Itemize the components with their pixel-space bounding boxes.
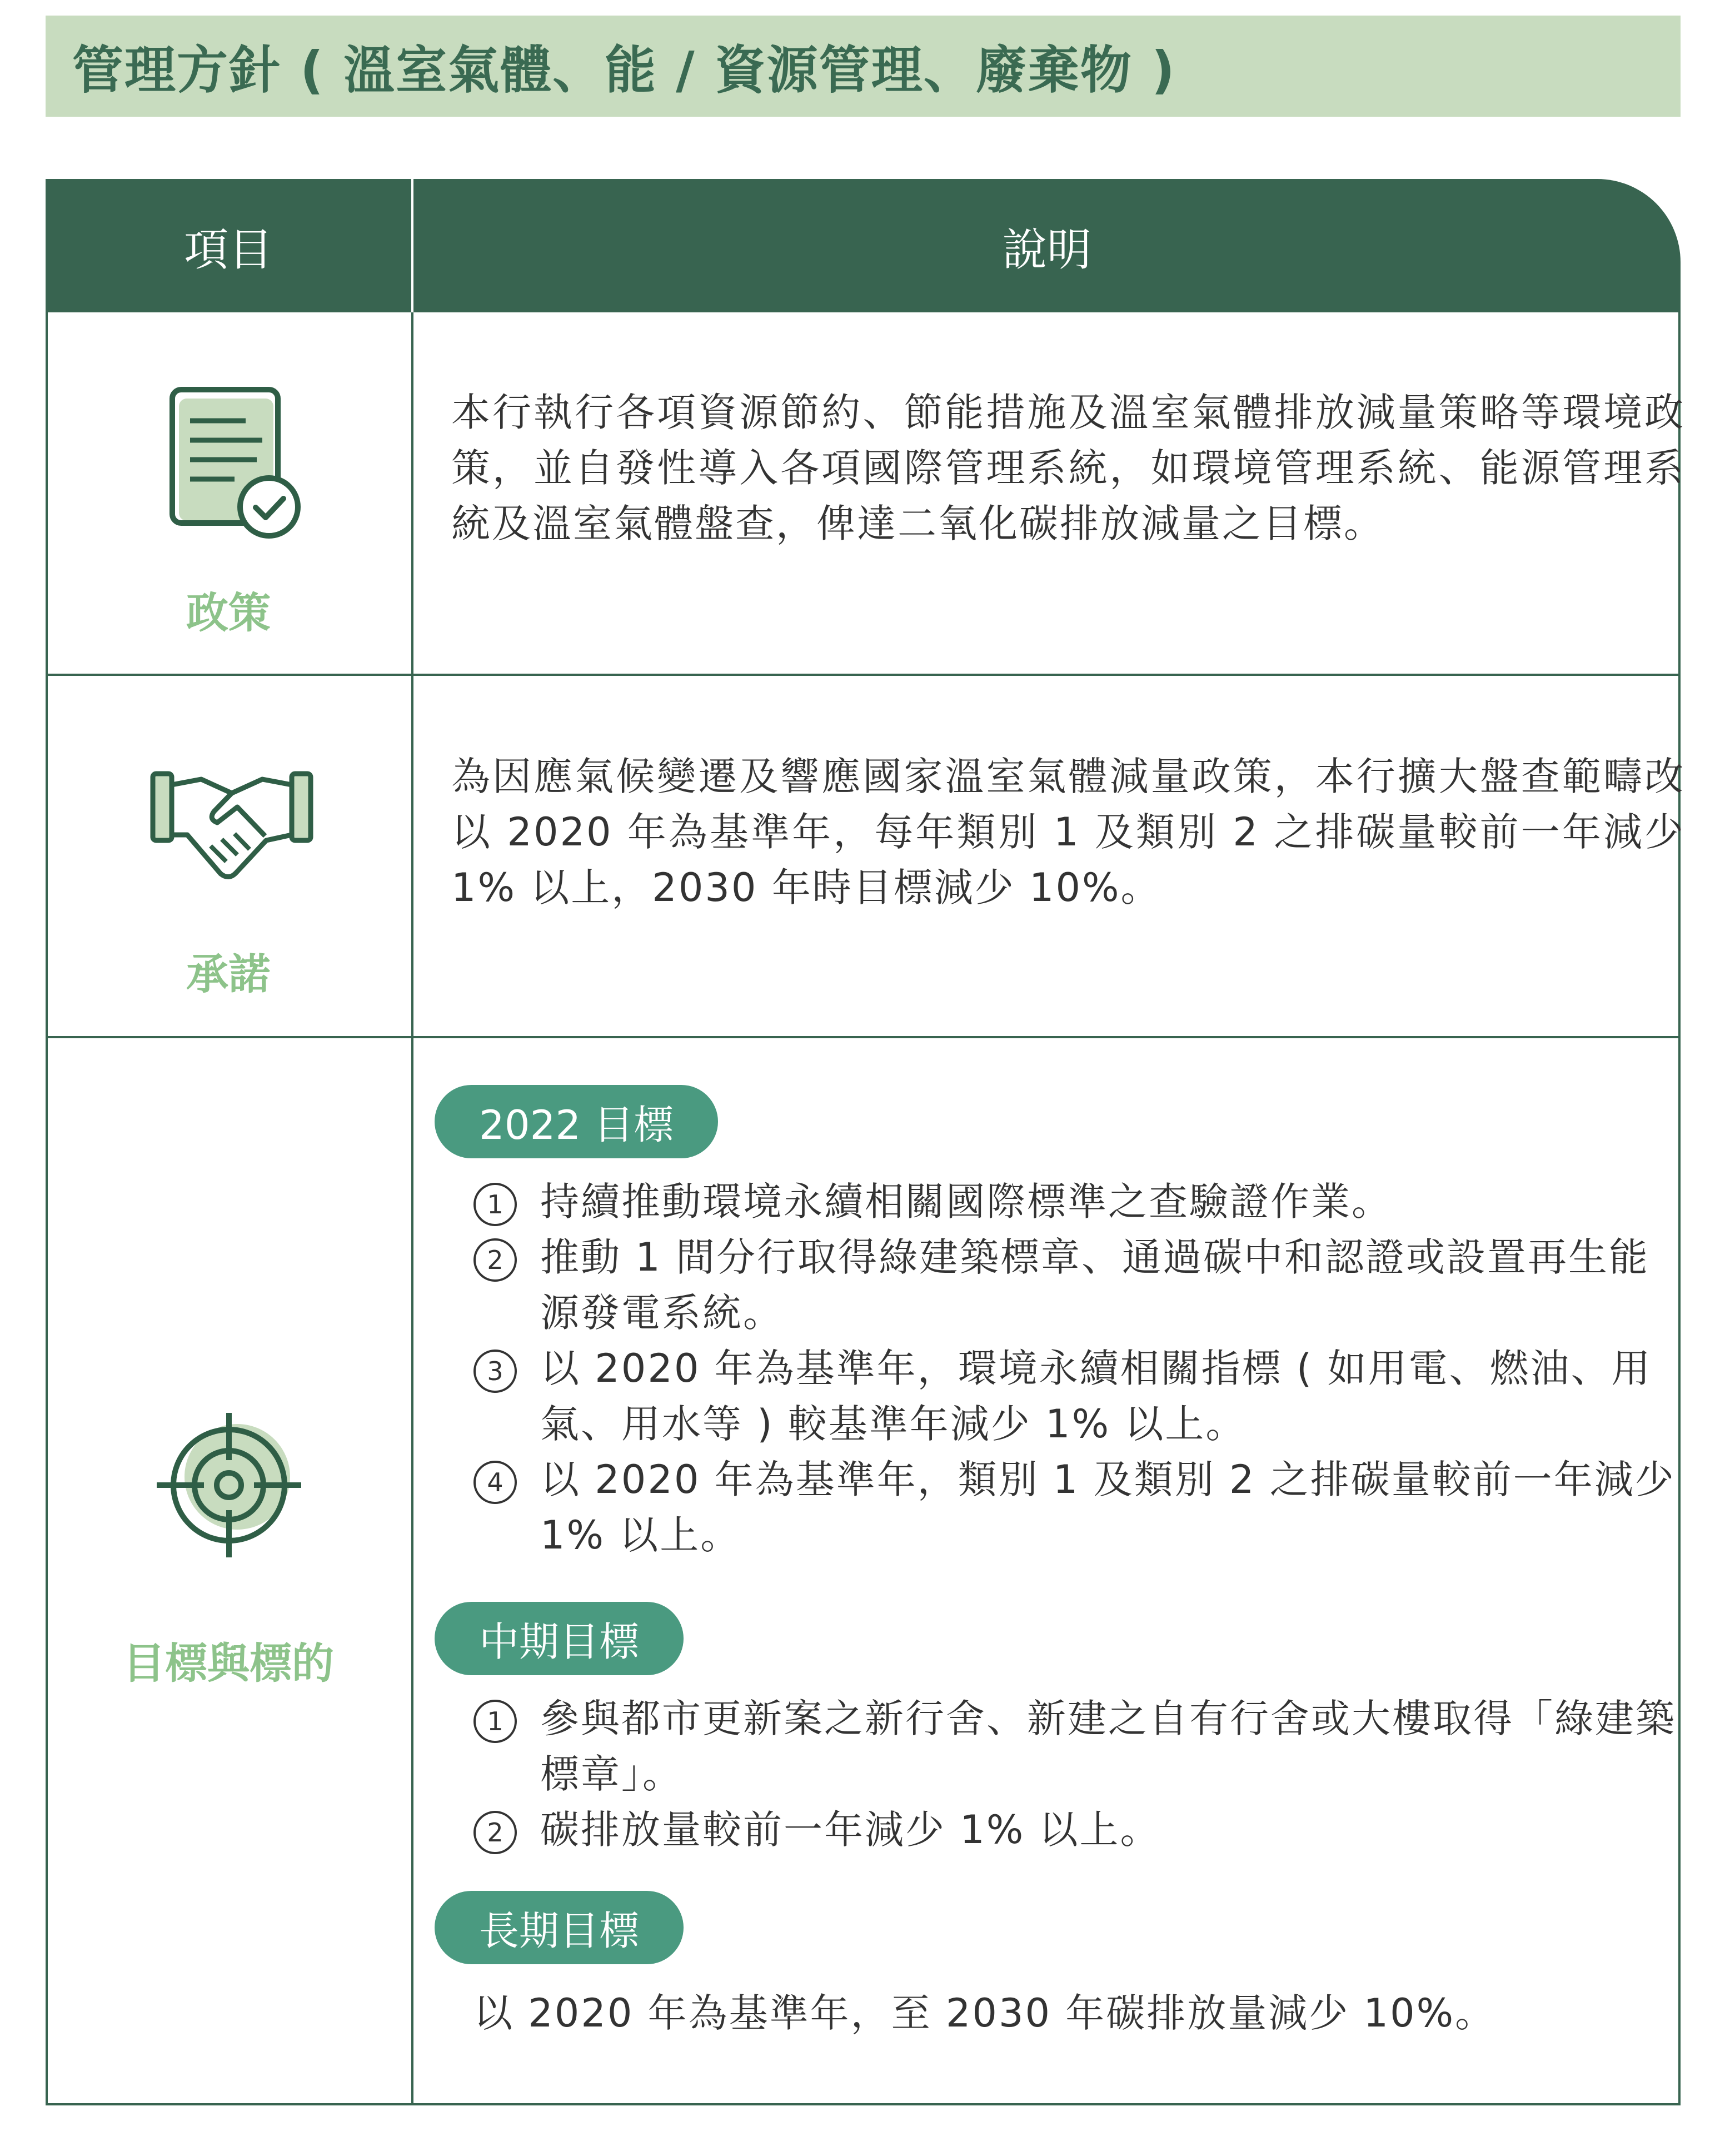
page-title-bar <box>46 16 1681 117</box>
commitment-description: 為因應氣候變遷及響應國家溫室氣體減量政策，本行擴大盤查範疇改以 2020 年為基準年，每年類別 1 及類別 2 之排碳量較前一年減少 1% 以上，2030 年時目標減少 10%。 <box>451 754 1685 910</box>
list-item: 3 以 2020 年為基準年，環境永續相關指標 ( 如用電、燃油、用氣、用水等 ) 較基準年減少 1% 以上。 <box>473 1341 1685 1452</box>
long-term-goal-text: 以 2020 年為基準年，至 2030 年碳排放量減少 10%。 <box>473 1990 1496 2036</box>
row-label-policy: 政策 <box>186 588 271 638</box>
list-item: 2 推動 1 間分行取得綠建築標章、通過碳中和認證或設置再生能源發電系統。 <box>473 1229 1685 1341</box>
bottom-border <box>46 2103 1681 2105</box>
management-policy-table <box>46 179 1685 2105</box>
goal-list-mid-term <box>473 1691 1685 1858</box>
list-item: 2 碳排放量較前一年減少 1% 以上。 <box>473 1802 1685 1858</box>
list-item: 1 持續推動環境永續相關國際標準之查驗證作業。 <box>473 1174 1685 1229</box>
target-icon <box>154 1410 304 1562</box>
column-divider <box>411 312 413 2105</box>
header-item: 項目 <box>184 223 273 276</box>
table-header <box>46 179 1681 312</box>
row-label-goals: 目標與標的 <box>123 1639 334 1688</box>
row-divider <box>46 674 1681 676</box>
list-item: 4 以 2020 年為基準年，類別 1 及類別 2 之排碳量較前一年減少 1% 以上。 <box>473 1452 1685 1563</box>
document-check-icon <box>162 382 307 551</box>
goal-pill-2022: 2022 目標 <box>435 1085 718 1158</box>
list-item: 1 參與都市更新案之新行舍、新建之自有行舍或大樓取得「綠建築標章」。 <box>473 1691 1685 1802</box>
policy-description: 本行執行各項資源節約、節能措施及溫室氣體排放減量策略等環境政策，並自發性導入各項國際管理系統，如環境管理系統、能源管理系統及溫室氣體盤查，俾達二氧化碳排放減量之目標。 <box>451 390 1685 546</box>
row-label-commitment: 承諾 <box>186 949 271 999</box>
header-description: 說明 <box>1003 223 1091 276</box>
row-divider <box>46 1036 1681 1038</box>
goal-pill-long-term: 長期目標 <box>435 1891 684 1964</box>
goal-list-2022 <box>473 1174 1685 1563</box>
goal-pill-mid-term: 中期目標 <box>435 1602 684 1675</box>
page-title: 管理方針 ( 溫室氣體、能 / 資源管理、廢棄物 ) <box>72 41 1176 100</box>
handshake-icon <box>148 763 315 893</box>
